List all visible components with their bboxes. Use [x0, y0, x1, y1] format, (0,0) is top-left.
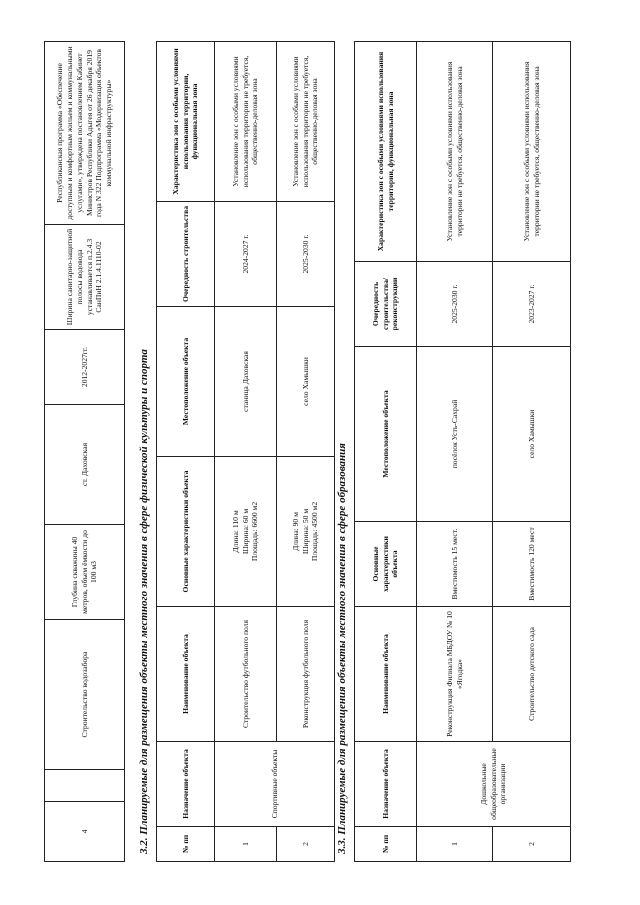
cell-characteristics: Глубина скважины 40 метров, объем ёмкости до 100 м3 [45, 525, 125, 620]
cell-name: Строительство футбольного поля [215, 607, 277, 742]
cell-purpose: Спортивные объекты [215, 742, 335, 827]
header-location: Местоположение объекта [157, 307, 215, 457]
cell-characteristics: Вместимость 15 мест. [417, 522, 493, 607]
table-header-row [355, 42, 417, 862]
header-location: Местоположение объекта [355, 347, 417, 522]
header-characteristics: Основные характеристики объекта [355, 522, 417, 607]
header-purpose: Назначение объекта [355, 742, 417, 827]
table-sport-objects [156, 41, 335, 862]
cell-name: Строительство детского сада [493, 607, 571, 742]
table-row [45, 42, 125, 862]
cell-num: 1 [215, 827, 277, 862]
cell-name: Строительство водозабора [45, 620, 125, 770]
table-row [417, 42, 493, 862]
table-education-objects [354, 41, 571, 862]
header-name: Наименование объекта [355, 607, 417, 742]
section-title-sport: 3.2. Планируемые для размещения объекты местного значения в сфере физической культуры и спорта [138, 349, 150, 854]
header-purpose: Назначение объекта [157, 742, 215, 827]
cell-location: станица Даховская [215, 307, 277, 457]
cell-location: ст. Даховская [45, 405, 125, 525]
cell-num: 2 [277, 827, 335, 862]
cell-location: село Хамышки [493, 347, 571, 522]
cell-purpose: Дошкольные общеобразовательные организации [417, 742, 571, 827]
table-water-supply [44, 41, 125, 862]
cell-zone: Установление зон с особыми условиями использования территории не требуется, общественно-деловая зона [215, 42, 277, 202]
cell-zone: Установление зон с особыми условиями использования территории не требуется, общественно-деловая зона [417, 42, 493, 262]
header-period: Очередность строительства [157, 202, 215, 307]
header-period: Очередность строительства/ реконструкции [355, 262, 417, 347]
header-zone: Характеристика зон с особыми условиями использования территории, функциональная зона [355, 42, 417, 262]
cell-period: 2012-2027гг. [45, 330, 125, 405]
cell-name: Реконструкция футбольного поля [277, 607, 335, 742]
cell-purpose [45, 770, 125, 802]
header-characteristics: Основные характеристики объекта [157, 457, 215, 607]
cell-period: 2024-2027 г. [215, 202, 277, 307]
table-row [277, 42, 335, 862]
cell-location: село Хамышки [277, 307, 335, 457]
cell-num: 1 [417, 827, 493, 862]
header-num: № пп [355, 827, 417, 862]
rotated-document-page [40, 42, 600, 862]
cell-zone: Ширина санитарно-защитной полосы водовода устанавливается п.2.4.3 СанПиН 2.1.4.1110-02 [45, 225, 125, 330]
cell-location: посёлок Усть-Сахрай [417, 347, 493, 522]
cell-name: Реконструкция Филиала МБДОУ № 10 «Ягодка» [417, 607, 493, 742]
cell-num: 2 [493, 827, 571, 862]
table-row [493, 42, 571, 862]
cell-zone: Установление зон с особыми условиями использования территории не требуется, общественно-деловая зона [277, 42, 335, 202]
cell-period: 2025-2030 г. [277, 202, 335, 307]
cell-period: 2023-2027 г. [493, 262, 571, 347]
section-title-education: 3.3. Планируемые для размещения объекты местного значения в сфере образования [336, 443, 348, 854]
cell-characteristics: Длина: 90 м Ширина: 50 м Площадь: 4500 м2 [277, 457, 335, 607]
table-header-row [157, 42, 215, 862]
header-num: № пп [157, 827, 215, 862]
cell-characteristics: Длина: 110 м Ширина: 60 м Площадь: 6600 м2 [215, 457, 277, 607]
cell-characteristics: Вместимость 120 мест [493, 522, 571, 607]
cell-zone: Установление зон с особыми условиями использования территории не требуется, общественно-деловая зона [493, 42, 571, 262]
header-name: Наименование объекта [157, 607, 215, 742]
cell-period: 2025-2030 г. [417, 262, 493, 347]
header-zone: Характеристика зон с особыми условиями использования территории, функциональная зона [157, 42, 215, 202]
cell-program: Республиканская программа «Обеспечение доступным и комфортным жильем и коммунальными услугами», утверждена постановлением Кабинет Министров Республики Адыгея от 26 декабря 2019 года N 322 Подпрограмма «Модернизация объектов коммунальной инфраструктуры» [45, 42, 125, 225]
cell-num: 4 [45, 802, 125, 862]
table-row [215, 42, 277, 862]
